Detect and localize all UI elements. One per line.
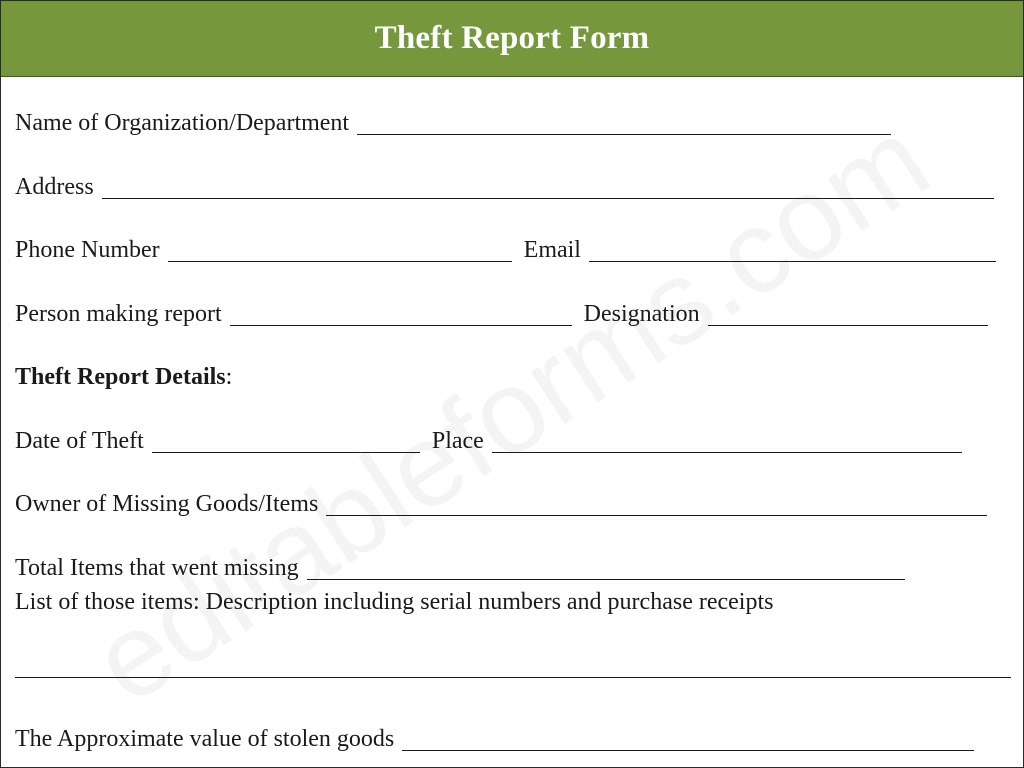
- owner-row: [15, 486, 987, 520]
- date-field[interactable]: [152, 428, 420, 453]
- items-list-field[interactable]: [15, 677, 1011, 678]
- items-list-row: [15, 584, 773, 618]
- place-label: Place: [431, 428, 484, 454]
- phone-email-row: [15, 232, 996, 266]
- reporter-field[interactable]: [230, 301, 572, 326]
- stolen-value-field[interactable]: [402, 726, 974, 751]
- organization-field[interactable]: [357, 110, 891, 135]
- reporter-designation-row: [15, 296, 988, 330]
- stolen-value-row: [15, 721, 974, 755]
- date-place-row: [15, 423, 962, 457]
- designation-label: Designation: [583, 301, 700, 327]
- details-heading-colon: :: [225, 364, 233, 390]
- details-heading-row: [15, 359, 232, 393]
- email-label: Email: [523, 237, 581, 263]
- form-header: [1, 1, 1023, 77]
- place-field[interactable]: [492, 428, 962, 453]
- total-items-label: Total Items that went missing: [15, 555, 299, 581]
- total-items-row: [15, 550, 905, 584]
- organization-row: [15, 105, 891, 139]
- phone-label: Phone Number: [15, 237, 160, 263]
- address-label: Address: [15, 174, 94, 200]
- organization-label: Name of Organization/Department: [15, 110, 350, 136]
- address-row: [15, 169, 994, 203]
- phone-field[interactable]: [168, 237, 512, 262]
- designation-field[interactable]: [708, 301, 988, 326]
- details-heading: Theft Report Details: [15, 364, 226, 390]
- reporter-label: Person making report: [15, 301, 222, 327]
- address-field[interactable]: [102, 174, 994, 199]
- total-items-field[interactable]: [307, 555, 905, 580]
- owner-label: Owner of Missing Goods/Items: [15, 491, 319, 517]
- stolen-value-label: The Approximate value of stolen goods: [15, 726, 395, 752]
- owner-field[interactable]: [326, 491, 987, 516]
- form-title: Theft Report Form: [374, 20, 650, 56]
- email-field[interactable]: [589, 237, 996, 262]
- date-label: Date of Theft: [15, 428, 144, 454]
- items-list-label: List of those items: Description including serial numbers and purchase receipts: [15, 589, 774, 615]
